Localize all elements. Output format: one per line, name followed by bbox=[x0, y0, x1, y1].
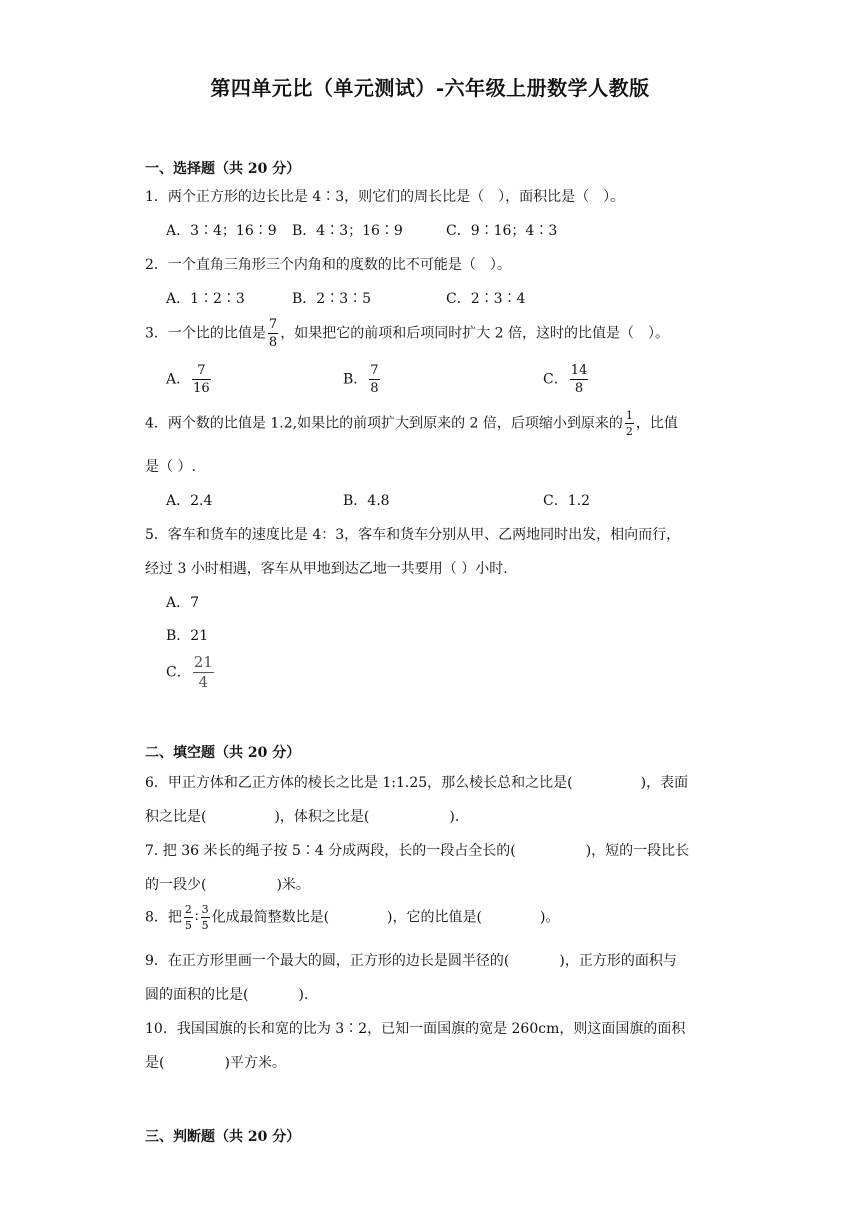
question-10: 10．我国国旗的长和宽的比为 3∶2，已知一面国旗的宽是 260cm，则这面国旗的面积 bbox=[145, 1021, 686, 1037]
q5-option-a: A．7 bbox=[166, 595, 200, 611]
question-7 bbox=[145, 840, 689, 860]
section-heading-fill: 二、填空题（共 20 分） bbox=[145, 745, 301, 761]
question-3 bbox=[145, 318, 669, 349]
q8-suffix: )。 bbox=[539, 909, 560, 926]
q4-suffix: ，比值 bbox=[635, 415, 678, 432]
q5-option-c-fraction bbox=[193, 655, 214, 690]
question-4-line-2: 是（ ）. bbox=[145, 459, 196, 475]
question-1: 1．两个正方形的边长比是 4∶3，则它们的周长比是（ ），面积比是（ ）。 bbox=[145, 189, 625, 205]
q7-text-d: )米。 bbox=[276, 877, 310, 893]
q5-option-b: B．21 bbox=[166, 628, 209, 644]
q3-option-b-label: B． bbox=[343, 371, 368, 388]
q3-option-b-fraction bbox=[369, 364, 379, 395]
q3-option-c bbox=[543, 364, 590, 395]
q9-text-b: )，正方形的面积与 bbox=[559, 953, 677, 969]
q8-fraction-1-numerator: 2 bbox=[184, 903, 192, 916]
q6-text-b: )，表面 bbox=[640, 775, 689, 791]
question-9 bbox=[145, 950, 677, 970]
q3-suffix: ，如果把它的前项和后项同时扩大 2 倍，这时的比值是（ ）。 bbox=[280, 325, 670, 342]
q3-option-c-denominator: 8 bbox=[570, 379, 589, 395]
question-10-line-2 bbox=[145, 1052, 286, 1072]
q4-prefix: 4．两个数的比值是 1.2,如果比的前项扩大到原来的 2 倍，后项缩小到原来的 bbox=[145, 415, 623, 432]
q9-text-d: ). bbox=[298, 987, 309, 1003]
q6-text-e: ). bbox=[449, 809, 460, 825]
q6-text-d: )，体积之比是( bbox=[274, 809, 370, 825]
q2-option-c: C．2∶3∶4 bbox=[446, 291, 526, 307]
q9-text-c: 圆的面积的比是( bbox=[145, 987, 249, 1003]
q8-fraction-1 bbox=[184, 904, 193, 931]
q3-option-b-numerator: 7 bbox=[370, 363, 379, 378]
question-4 bbox=[145, 410, 678, 437]
q5-option-c-numerator: 21 bbox=[193, 653, 213, 671]
q1-option-b: B．4∶3；16∶9 bbox=[292, 223, 403, 239]
q6-text-c: 积之比是( bbox=[145, 809, 207, 825]
q3-option-b bbox=[343, 364, 382, 395]
question-7-line-2 bbox=[145, 874, 310, 894]
q9-text-a: 9．在正方形里画一个最大的圆，正方形的边长是圆半径的( bbox=[145, 953, 510, 969]
q5-option-c-label: C． bbox=[166, 664, 191, 681]
q8-text-mid: 化成最简整数比是( bbox=[211, 909, 330, 926]
question-5: 5．客车和货车的速度比是 4：3，客车和货车分别从甲、乙两地同时出发，相向而行， bbox=[145, 527, 681, 543]
q7-text-c: 的一段少( bbox=[145, 877, 207, 893]
q3-fraction-denominator: 8 bbox=[268, 335, 278, 350]
q8-fraction-1-denominator: 5 bbox=[184, 919, 192, 932]
q4-fraction bbox=[625, 410, 634, 437]
q1-option-c: C．9∶16；4∶3 bbox=[446, 223, 558, 239]
section-heading-judgement: 三、判断题（共 20 分） bbox=[145, 1129, 301, 1145]
q4-option-a: A．2.4 bbox=[166, 493, 213, 509]
q3-option-c-numerator: 14 bbox=[570, 363, 588, 378]
q8-text-mid2: )，它的比值是( bbox=[387, 909, 482, 926]
q8-fraction-2-denominator: 5 bbox=[201, 919, 209, 932]
q4-option-b: B．4.8 bbox=[343, 493, 390, 509]
question-8 bbox=[145, 904, 559, 931]
q3-fraction bbox=[268, 318, 278, 349]
q3-option-b-denominator: 8 bbox=[370, 381, 379, 396]
q3-option-a bbox=[166, 364, 213, 395]
q8-fraction-2 bbox=[201, 904, 210, 931]
q10-text-b: )平方米。 bbox=[224, 1055, 286, 1071]
page-title: 第四单元比（单元测试）-六年级上册数学人教版 bbox=[210, 76, 650, 100]
q5-option-c bbox=[166, 655, 216, 690]
q7-text-b: )，短的一段比长 bbox=[585, 843, 690, 859]
q6-text-a: 6．甲正方体和乙正方体的棱长之比是 1:1.25，那么棱长总和之比是( bbox=[145, 775, 573, 791]
q3-option-c-label: C． bbox=[543, 371, 568, 388]
q1-option-a: A．3∶4；16∶9 bbox=[166, 223, 277, 239]
question-2: 2．一个直角三角形三个内角和的度数的比不可能是（ ）。 bbox=[145, 257, 511, 273]
q3-fraction-numerator: 7 bbox=[268, 317, 278, 332]
q2-option-b: B．2∶3∶5 bbox=[292, 291, 372, 307]
q8-fraction-2-numerator: 3 bbox=[201, 903, 209, 916]
q7-text-a: 7. 把 36 米长的绳子按 5∶4 分成两段，长的一段占全长的( bbox=[145, 843, 516, 859]
q4-option-c: C．1.2 bbox=[543, 493, 590, 509]
q8-ratio-sign: ∶ bbox=[194, 909, 199, 926]
q5-option-c-denominator: 4 bbox=[193, 672, 214, 690]
q4-fraction-numerator: 1 bbox=[625, 409, 633, 422]
question-9-line-2 bbox=[145, 984, 308, 1004]
question-6 bbox=[145, 772, 688, 792]
q3-option-a-denominator: 16 bbox=[193, 381, 210, 396]
q4-fraction-denominator: 2 bbox=[625, 425, 633, 438]
q3-option-a-numerator: 7 bbox=[197, 363, 206, 378]
q2-option-a: A．1∶2∶3 bbox=[166, 291, 245, 307]
q8-prefix: 8．把 bbox=[145, 909, 182, 926]
q10-text-a: 是( bbox=[145, 1055, 165, 1071]
q3-option-a-label: A． bbox=[166, 371, 191, 388]
q3-prefix: 3．一个比的比值是 bbox=[145, 325, 266, 342]
question-5-line-2: 经过 3 小时相遇，客车从甲地到达乙地一共要用（ ）小时. bbox=[145, 561, 508, 577]
q3-option-c-fraction bbox=[570, 364, 589, 395]
question-6-line-2 bbox=[145, 806, 459, 826]
section-heading-choice: 一、选择题（共 20 分） bbox=[145, 161, 301, 177]
q3-option-a-fraction bbox=[192, 364, 211, 395]
